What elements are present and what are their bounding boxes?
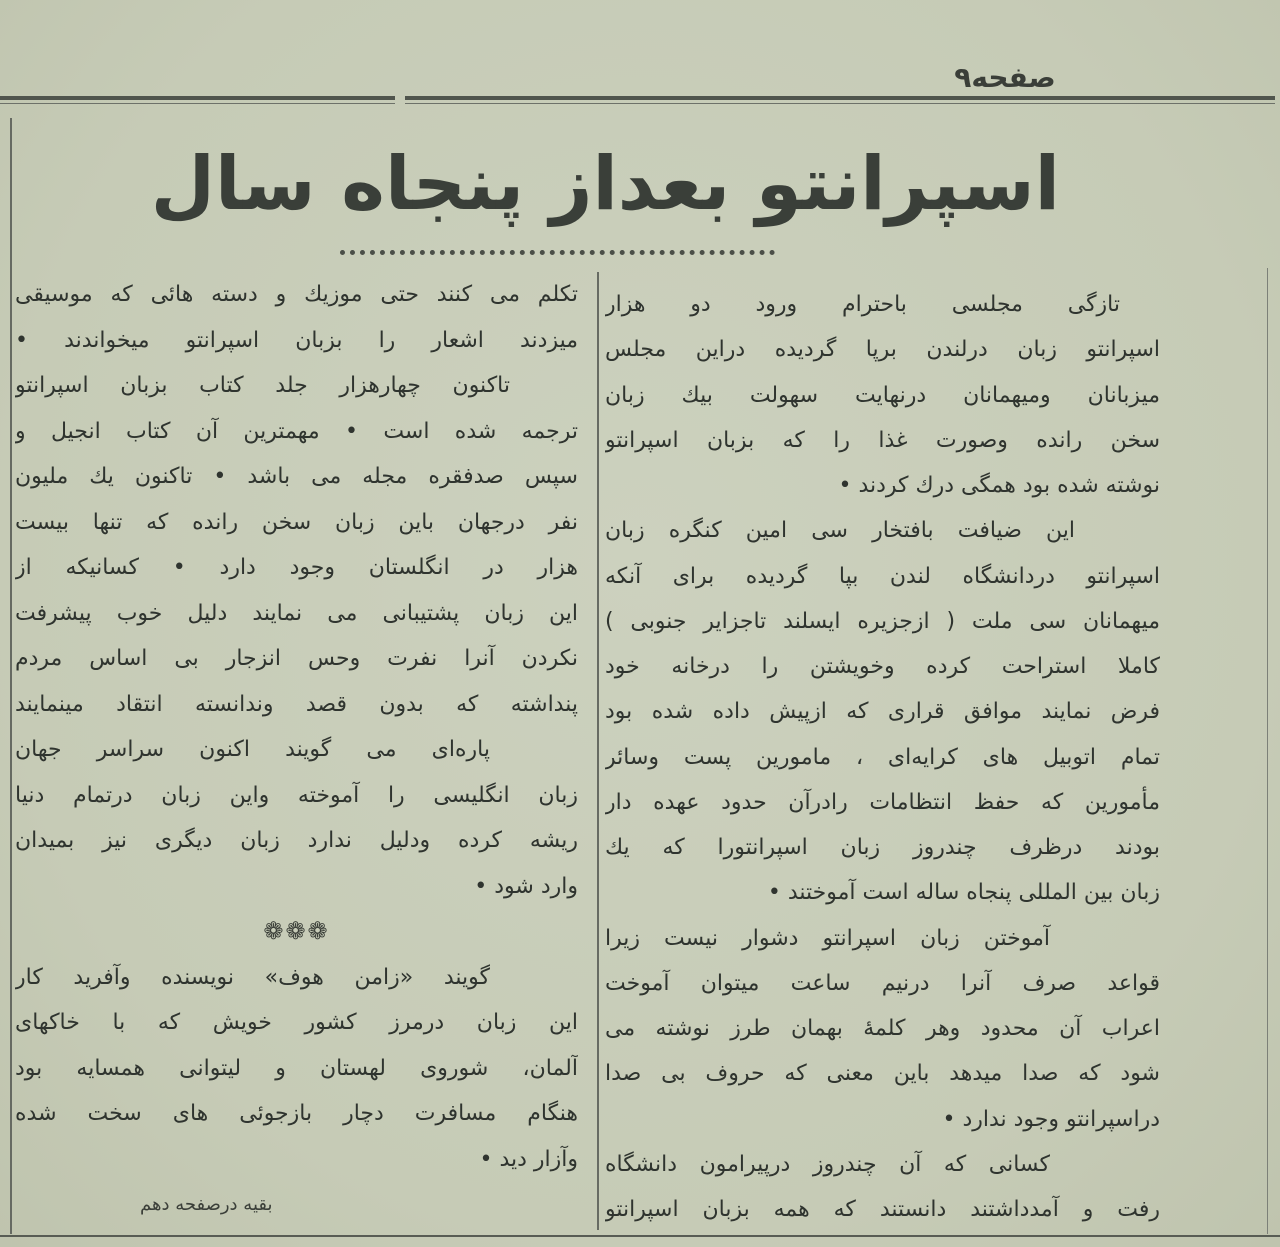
left-column-line: سپس صدفقره مجله می باشد • تاکنون یك ملیون: [15, 464, 578, 489]
left-column-line: ترجمه شده است • مهمترین آن کتاب انجیل و: [15, 418, 578, 444]
left-column-line: نکردن آنرا نفرت وحس انزجار بی اساس مردم: [15, 646, 578, 671]
left-column-line: هزار در انگلستان وجود دارد • کسانیکه از: [15, 555, 578, 580]
right-column-line: نوشته شده بود همگی درك کردند •: [838, 473, 1160, 498]
right-column-line: قواعد صرف آنرا درنیم ساعت میتوان آموخت: [605, 970, 1160, 996]
article-title: اسپرانتو بعداز پنجاه سال: [150, 141, 1060, 227]
right-column: [605, 282, 1160, 1232]
right-column-line: این ضیافت بافتخار سی امین کنگره زبان: [605, 518, 1075, 544]
bottom-rule: [0, 1235, 1280, 1237]
left-column-line: میزدند اشعار را بزبان اسپرانتو میخواندند •: [15, 327, 578, 353]
right-column-line: اسپرانتو دردانشگاه لندن بپا گردیده برای آنکه: [605, 563, 1160, 589]
right-column-line: سخن رانده وصورت غذا را که بزبان اسپرانتو: [605, 427, 1160, 453]
right-column-line: بودند درظرف چندروز زبان اسپرانتورا که یك: [605, 835, 1160, 860]
left-column-line: گویند «زامن هوف» نویسنده وآفرید کار: [15, 964, 490, 990]
column-divider: [597, 272, 599, 1230]
right-column-line: تمام اتوبیل های کرایه‌ای ، مامورین پست وسائر: [605, 744, 1160, 770]
right-column-line: فرض نمایند موافق قراری که ازپیش داده شده بود: [605, 699, 1160, 725]
right-column-line: مأمورین که حفظ انتظامات رادرآن حدود عهده دار: [605, 789, 1160, 815]
left-column-line: هنگام مسافرت دچار بازجوئی های سخت شده: [15, 1101, 578, 1126]
right-column-line: رفت و آمدداشتند دانستند که همه بزبان اسپرانتو: [605, 1197, 1160, 1222]
right-column-line: آموختن زبان اسپرانتو دشوار نیست زیرا: [605, 925, 1050, 951]
continued-note: بقیه درصفحه دهم: [140, 1194, 273, 1215]
left-column-line: ریشه کرده ودلیل ندارد زبان دیگری نیز بمیدان: [15, 828, 578, 853]
left-column-line: این زبان پشتیبانی می نمایند دلیل خوب پیشرفت: [15, 600, 578, 626]
left-column: [15, 272, 578, 1228]
left-column-line: تکلم می کنند حتی موزیك و دسته هائی که موسیقی: [15, 282, 578, 307]
left-column-line: نفر درجهان باین زبان سخن رانده که تنها بیست: [15, 509, 578, 535]
left-column-line: آلمان، شوروی لهستان و لیتوانی همسایه بود: [15, 1055, 578, 1081]
header-rule-right: [405, 96, 1275, 104]
section-ornament: ❁❁❁: [263, 917, 330, 945]
title-dotted-rule: [340, 250, 775, 255]
left-column-line: این زبان درمرز کشور خویش که با خاکهای: [15, 1010, 578, 1035]
left-column-line: پنداشته که بدون قصد وندانسته انتقاد مینمایند: [15, 691, 578, 717]
right-column-line: کاملا استراحت کرده وخویشتن را درخانه خود: [605, 654, 1160, 679]
page-number: صفحه۹: [954, 61, 1056, 94]
left-column-line: وارد شود •: [474, 873, 578, 899]
left-border-rule: [10, 118, 12, 1234]
right-column-line: زبان بین المللی پنجاه ساله است آموختند •: [767, 880, 1160, 906]
left-column-line: وآزار دید •: [479, 1146, 578, 1172]
right-border-rule: [1267, 268, 1268, 1234]
right-column-line: اسپرانتو زبان درلندن برپا گردیده دراین مجلس: [605, 337, 1160, 363]
right-column-line: اعراب آن محدود وهر کلمهٔ بهمان طرز نوشته می: [605, 1016, 1160, 1041]
right-column-line: تازگی مجلسی باحترام ورود دو هزار: [605, 292, 1120, 317]
right-column-line: دراسپرانتو وجود ندارد •: [942, 1106, 1160, 1132]
right-column-line: میزبانان ومیهمانان درنهایت سهولت بیك زبان: [605, 382, 1160, 408]
left-column-line: پاره‌ای می گویند اکنون سراسر جهان: [15, 737, 490, 762]
right-column-line: میهمانان سی ملت ( ازجزیره ایسلند تاجزایر جنوبی ): [605, 608, 1160, 634]
left-column-line: تاکنون چهارهزار جلد کتاب بزبان اسپرانتو: [15, 373, 510, 398]
right-column-line: کسانی که آن چندروز درپیرامون دانشگاه: [605, 1151, 1050, 1177]
header-rule-left: [0, 96, 395, 104]
left-column-line: زبان انگلیسی را آموخته واین زبان درتمام دنیا: [15, 782, 578, 808]
right-column-line: شود که صدا میدهد باین معنی که حروف بی صدا: [605, 1061, 1160, 1087]
